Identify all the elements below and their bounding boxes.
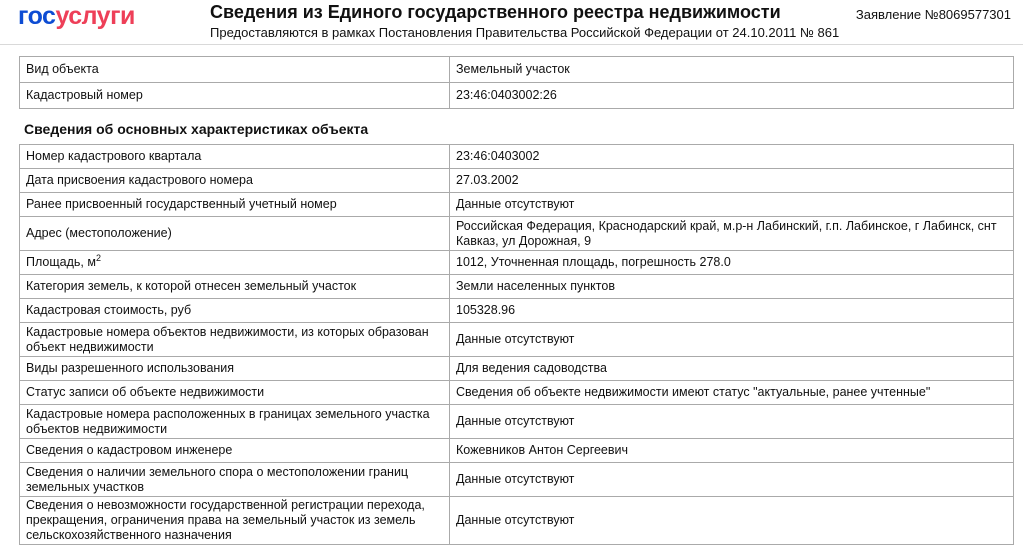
document-subtitle: Предоставляются в рамках Постановления Правительства Российской Федерации от 24.10.2011 № 861 [210,25,840,40]
table-row [20,405,1014,439]
field-value: Земельный участок [450,57,1014,83]
field-label [20,299,450,323]
field-value: Земли населенных пунктов [450,275,1014,299]
table-row [20,83,1014,109]
field-label [20,497,450,545]
field-label [20,381,450,405]
field-value: Для ведения садоводства [450,357,1014,381]
field-label [20,357,450,381]
field-value: Данные отсутствуют [450,323,1014,357]
field-label-text: Номер кадастрового квартала [26,149,202,163]
table-row [20,299,1014,323]
field-value: 27.03.2002 [450,169,1014,193]
field-value: 23:46:0403002 [450,145,1014,169]
field-label-text: Сведения о невозможности государственной регистрации перехода, прекращения, ограничения права на земельный участок из земель сельскохозяйственного назначения [26,498,425,542]
document-title: Сведения из Единого государственного реестра недвижимости [210,2,781,22]
characteristics-table [19,144,1014,545]
field-label-text: Площадь, м [26,255,96,269]
unit-superscript: 2 [95,252,101,263]
table-row [20,463,1014,497]
field-label [20,275,450,299]
table-row [20,323,1014,357]
field-value: Кожевников Антон Сергеевич [450,439,1014,463]
field-label [20,251,450,275]
gosuslugi-logo[interactable] [18,2,135,31]
logo-part-uslugi: услуги [55,2,135,30]
object-table [19,56,1014,109]
field-label [20,193,450,217]
field-label [20,57,450,83]
field-label-text: Кадастровый номер [26,88,143,102]
table-row [20,275,1014,299]
table-row [20,217,1014,251]
field-label [20,439,450,463]
field-value: 1012, Уточненная площадь, погрешность 278.0 [450,251,1014,275]
field-value: Данные отсутствуют [450,405,1014,439]
field-value: Данные отсутствуют [450,193,1014,217]
field-label-text: Сведения о наличии земельного спора о местоположении границ земельных участков [26,464,409,494]
field-label [20,405,450,439]
field-label [20,83,450,109]
field-label-text: Дата присвоения кадастрового номера [26,173,253,187]
field-label-text: Сведения о кадастровом инженере [26,443,233,457]
field-label-text: Виды разрешенного использования [26,361,235,375]
field-label [20,217,450,251]
field-label-text: Кадастровые номера расположенных в границах земельного участка объектов недвижимости [26,406,430,436]
field-value: Данные отсутствуют [450,463,1014,497]
field-label-text: Адрес (местоположение) [26,226,172,240]
field-value: Сведения об объекте недвижимости имеют статус "актуальные, ранее учтенные" [450,381,1014,405]
table-row [20,381,1014,405]
table-row [20,193,1014,217]
field-value: Российская Федерация, Краснодарский край, м.р-н Лабинский, г.п. Лабинское, г Лабинск, снт Кавказ, ул Дорожная, 9 [450,217,1014,251]
field-value: Данные отсутствуют [450,497,1014,545]
table-row [20,497,1014,545]
field-value: 105328.96 [450,299,1014,323]
field-label-text: Статус записи об объекте недвижимости [26,385,265,399]
field-label-text: Вид объекта [26,62,99,76]
table-row [20,169,1014,193]
field-label [20,323,450,357]
field-label [20,145,450,169]
field-value: 23:46:0403002:26 [450,83,1014,109]
page-header [0,0,1023,45]
field-label [20,463,450,497]
table-row [20,251,1014,275]
field-label-text: Категория земель, к которой отнесен земельный участок [26,279,357,293]
field-label-text: Кадастровая стоимость, руб [26,303,192,317]
field-label [20,169,450,193]
logo-part-gos: гос [18,2,56,30]
section-title: Сведения об основных характеристиках объекта [24,121,369,137]
application-number: Заявление №8069577301 [855,7,1011,22]
table-row [20,439,1014,463]
table-row [20,57,1014,83]
table-row [20,145,1014,169]
field-label-text: Ранее присвоенный государственный учетный номер [26,197,337,211]
table-row [20,357,1014,381]
field-label-text: Кадастровые номера объектов недвижимости, из которых образован объект недвижимости [26,324,429,354]
